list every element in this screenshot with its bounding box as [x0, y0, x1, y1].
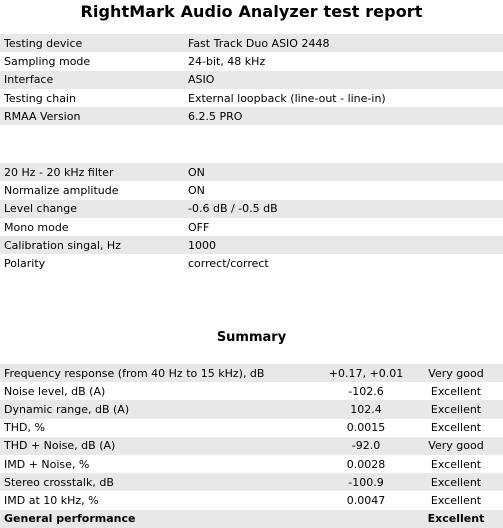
table-row: [0, 163, 503, 181]
row-value: OFF: [184, 218, 503, 236]
report-title: RightMark Audio Analyzer test report: [80, 2, 423, 21]
value-cell: -100.9: [319, 473, 413, 491]
table-row: [0, 200, 503, 218]
row-label: Normalize amplitude: [0, 181, 184, 199]
table-row: [0, 400, 503, 418]
row-label: Testing chain: [0, 89, 184, 107]
table-row: [0, 89, 503, 107]
value-cell: -102.6: [319, 382, 413, 400]
parameter-cell: Frequency response (from 40 Hz to 15 kHz), dB: [0, 364, 319, 382]
row-value: -0.6 dB / -0.5 dB: [184, 200, 503, 218]
table-row: [0, 236, 503, 254]
row-label: Level change: [0, 200, 184, 218]
row-value: ON: [184, 181, 503, 199]
row-label: 20 Hz - 20 kHz filter: [0, 163, 184, 181]
parameter-cell: Stereo crosstalk, dB: [0, 473, 319, 491]
row-value: correct/correct: [184, 254, 503, 272]
parameter-cell: IMD + Noise, %: [0, 455, 319, 473]
table-row: [0, 455, 503, 473]
row-label: Interface: [0, 71, 184, 89]
row-value: 24-bit, 48 kHz: [184, 52, 503, 70]
table-row: [0, 364, 503, 382]
rating-cell: Excellent: [413, 400, 503, 418]
table-row: [0, 34, 503, 52]
rating-cell: Very good: [413, 437, 503, 455]
table-row: [0, 382, 503, 400]
value-cell: [319, 510, 413, 528]
row-value: 6.2.5 PRO: [184, 107, 503, 125]
parameter-cell: Noise level, dB (A): [0, 382, 319, 400]
table-row: [0, 491, 503, 509]
row-label: RMAA Version: [0, 107, 184, 125]
rating-cell: Excellent: [413, 491, 503, 509]
row-label: Mono mode: [0, 218, 184, 236]
row-value: External loopback (line-out - line-in): [184, 89, 503, 107]
row-value: ASIO: [184, 71, 503, 89]
table-row: [0, 437, 503, 455]
value-cell: 0.0047: [319, 491, 413, 509]
summary-title: Summary: [216, 330, 287, 345]
general-performance-row: [0, 510, 503, 528]
rating-cell: Excellent: [413, 510, 503, 528]
parameter-cell: THD, %: [0, 419, 319, 437]
table-row: [0, 52, 503, 70]
value-cell: 102.4: [319, 400, 413, 418]
rating-cell: Excellent: [413, 419, 503, 437]
table-row: [0, 218, 503, 236]
parameter-cell: IMD at 10 kHz, %: [0, 491, 319, 509]
settings-table: [0, 163, 503, 273]
table-row: [0, 71, 503, 89]
row-value: Fast Track Duo ASIO 2448: [184, 34, 503, 52]
table-row: [0, 254, 503, 272]
value-cell: +0.17, +0.01: [319, 364, 413, 382]
rating-cell: Excellent: [413, 455, 503, 473]
rating-cell: Excellent: [413, 382, 503, 400]
parameter-cell: General performance: [0, 510, 319, 528]
table-row: [0, 107, 503, 125]
row-label: Testing device: [0, 34, 184, 52]
value-cell: -92.0: [319, 437, 413, 455]
row-label: Polarity: [0, 254, 184, 272]
row-value: ON: [184, 163, 503, 181]
rating-cell: Excellent: [413, 473, 503, 491]
parameter-cell: Dynamic range, dB (A): [0, 400, 319, 418]
row-value: 1000: [184, 236, 503, 254]
value-cell: 0.0015: [319, 419, 413, 437]
device-info-table: [0, 34, 503, 125]
table-row: [0, 181, 503, 199]
summary-table: [0, 364, 503, 528]
table-row: [0, 473, 503, 491]
parameter-cell: THD + Noise, dB (A): [0, 437, 319, 455]
row-label: Sampling mode: [0, 52, 184, 70]
row-label: Calibration singal, Hz: [0, 236, 184, 254]
value-cell: 0.0028: [319, 455, 413, 473]
table-row: [0, 419, 503, 437]
rating-cell: Very good: [413, 364, 503, 382]
